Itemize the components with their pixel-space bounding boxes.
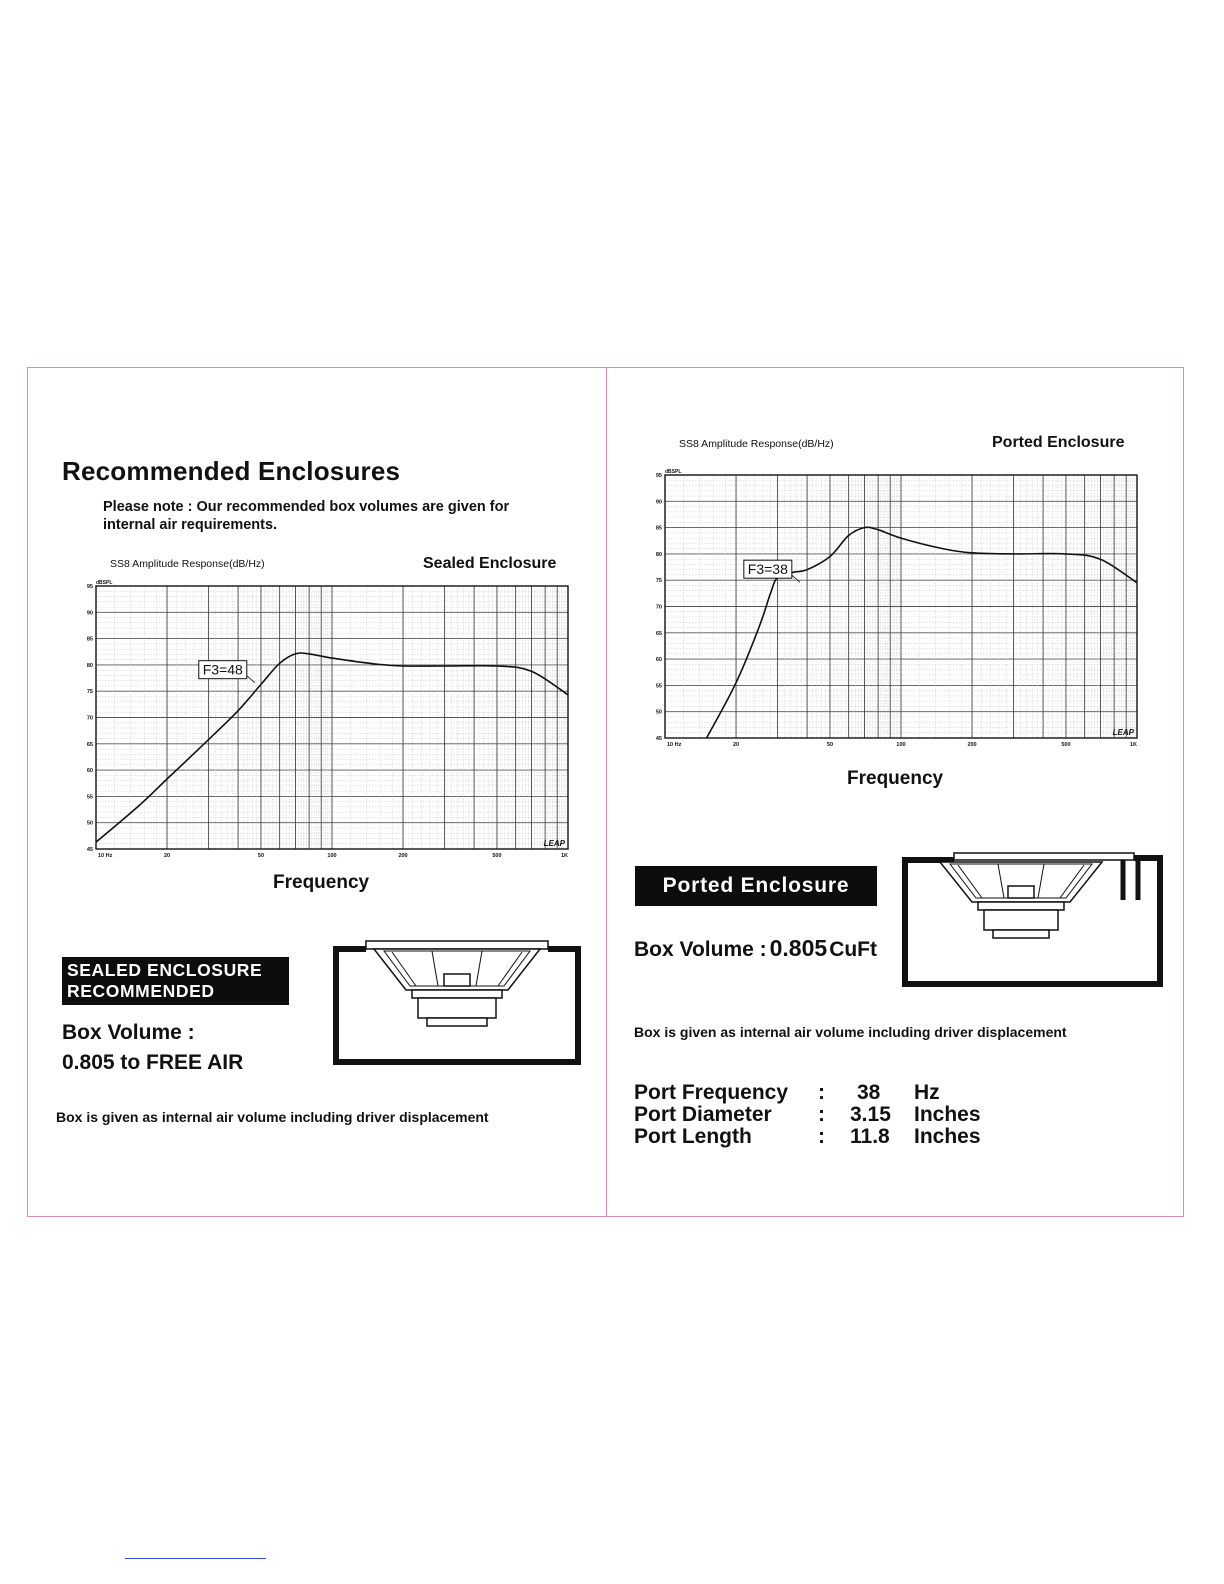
sealed-xtick-label: 20 (163, 853, 171, 859)
ported-ytick-label: 55 (655, 683, 662, 690)
sealed-response-chart (82, 578, 582, 863)
speaker-driver-icon (940, 853, 1134, 938)
ported-xtick-label: 20 (732, 742, 740, 748)
ported-ytick-label: 70 (655, 604, 662, 611)
sealed-chart-xlabel: Frequency (273, 872, 370, 893)
badge-line-1: SEALED ENCLOSURE (67, 960, 263, 980)
ported-ytick-label: 85 (655, 525, 662, 532)
sealed-leap-logo: LEAP (543, 839, 565, 848)
ported-leap-logo: LEAP (1112, 728, 1134, 737)
ported-box-volume (634, 935, 877, 962)
ported-xtick-label: 50 (826, 742, 834, 748)
ported-chart-heading: SS8 Amplitude Response(dB/Hz) (679, 438, 834, 450)
port-diameter-sep: : (818, 1103, 825, 1126)
sealed-ylabel: dBSPL (96, 580, 113, 586)
sealed-ytick-label: 70 (86, 715, 93, 722)
speaker-driver-icon (366, 941, 548, 1026)
sealed-xtick-label: 10 Hz (98, 853, 113, 859)
ported-response-chart (651, 467, 1151, 752)
ported-chart-xlabel: Frequency (847, 768, 944, 789)
volume-note: Please note : Our recommended box volumes are given for internal air requirements. (103, 499, 510, 533)
sealed-xtick-label: 100 (327, 853, 337, 859)
ported-ytick-label: 75 (655, 578, 662, 585)
badge-line-2: RECOMMENDED (67, 981, 215, 1001)
ported-box-illustration (902, 850, 1164, 988)
sealed-ytick-label: 55 (86, 794, 93, 801)
page-title: Recommended Enclosures (62, 456, 401, 486)
ported-ytick-label: 60 (655, 657, 662, 664)
sealed-f3-label: F3=48 (202, 661, 243, 678)
sealed-ytick-label: 45 (86, 847, 93, 853)
port-length-sep: : (818, 1125, 825, 1148)
sealed-ytick-label: 80 (86, 662, 93, 669)
ported-box-volume-unit: CuFt (829, 938, 878, 961)
sealed-box-volume-label: Box Volume : (62, 1021, 195, 1044)
ported-ytick-label: 45 (655, 736, 662, 742)
ported-xtick-label: 1K (1129, 742, 1137, 748)
ported-footnote: Box is given as internal air volume including driver displacement (634, 1024, 1067, 1040)
sealed-box-volume-value: 0.805 to FREE AIR (62, 1051, 244, 1074)
sealed-box-illustration (332, 938, 584, 1068)
ported-ytick-label: 90 (655, 499, 662, 506)
port-frequency-value: 38 (857, 1081, 881, 1104)
port-diameter-unit: Inches (914, 1103, 981, 1126)
ported-box-volume-label: Box Volume : (634, 938, 767, 961)
bottom-link-underline (125, 1558, 266, 1559)
port-length-value: 11.8 (850, 1125, 890, 1148)
ported-grid (665, 475, 1137, 738)
sealed-xtick-label: 1K (560, 853, 568, 859)
ported-xtick-label: 10 Hz (667, 742, 682, 748)
ported-chart-type-label: Ported Enclosure (992, 434, 1125, 451)
port-length-unit: Inches (914, 1125, 981, 1148)
port-length-label: Port Length (634, 1125, 752, 1148)
ported-ytick-label: 65 (655, 630, 662, 637)
sealed-ytick-label: 60 (86, 768, 93, 775)
sealed-xtick-label: 50 (257, 853, 265, 859)
port-diameter-label: Port Diameter (634, 1103, 772, 1126)
sealed-ytick-label: 50 (86, 820, 93, 827)
ported-xtick-label: 200 (967, 742, 977, 748)
sealed-ytick-label: 90 (86, 610, 93, 617)
sealed-ytick-label: 65 (86, 741, 93, 748)
sealed-chart-heading: SS8 Amplitude Response(dB/Hz) (110, 558, 265, 570)
ported-box-volume-value: 0.805 (769, 935, 828, 961)
ported-f3-leader (792, 575, 800, 582)
port-frequency-sep: : (818, 1081, 825, 1104)
ported-ytick-label: 80 (655, 551, 662, 558)
sealed-xtick-label: 200 (398, 853, 408, 859)
sealed-ytick-label: 75 (86, 689, 93, 696)
port-frequency-unit: Hz (914, 1081, 940, 1104)
ported-f3-label: F3=38 (747, 561, 788, 578)
ported-xtick-label: 100 (896, 742, 906, 748)
ported-ytick-label: 95 (655, 473, 662, 479)
sealed-xtick-label: 500 (492, 853, 502, 859)
port-diameter-value: 3.15 (850, 1103, 891, 1126)
ported-xtick-label: 500 (1061, 742, 1071, 748)
ported-ylabel: dBSPL (665, 469, 682, 475)
sealed-recommended-badge (62, 957, 289, 1005)
sealed-ytick-label: 95 (86, 584, 93, 590)
ported-enclosure-badge: Ported Enclosure (635, 866, 877, 906)
sealed-footnote: Box is given as internal air volume including driver displacement (56, 1109, 489, 1125)
sealed-grid (96, 586, 568, 849)
port-frequency-label: Port Frequency (634, 1081, 789, 1104)
page-divider (606, 367, 607, 1217)
ported-ytick-label: 50 (655, 709, 662, 716)
sealed-ytick-label: 85 (86, 636, 93, 643)
sealed-chart-type-label: Sealed Enclosure (423, 555, 557, 572)
